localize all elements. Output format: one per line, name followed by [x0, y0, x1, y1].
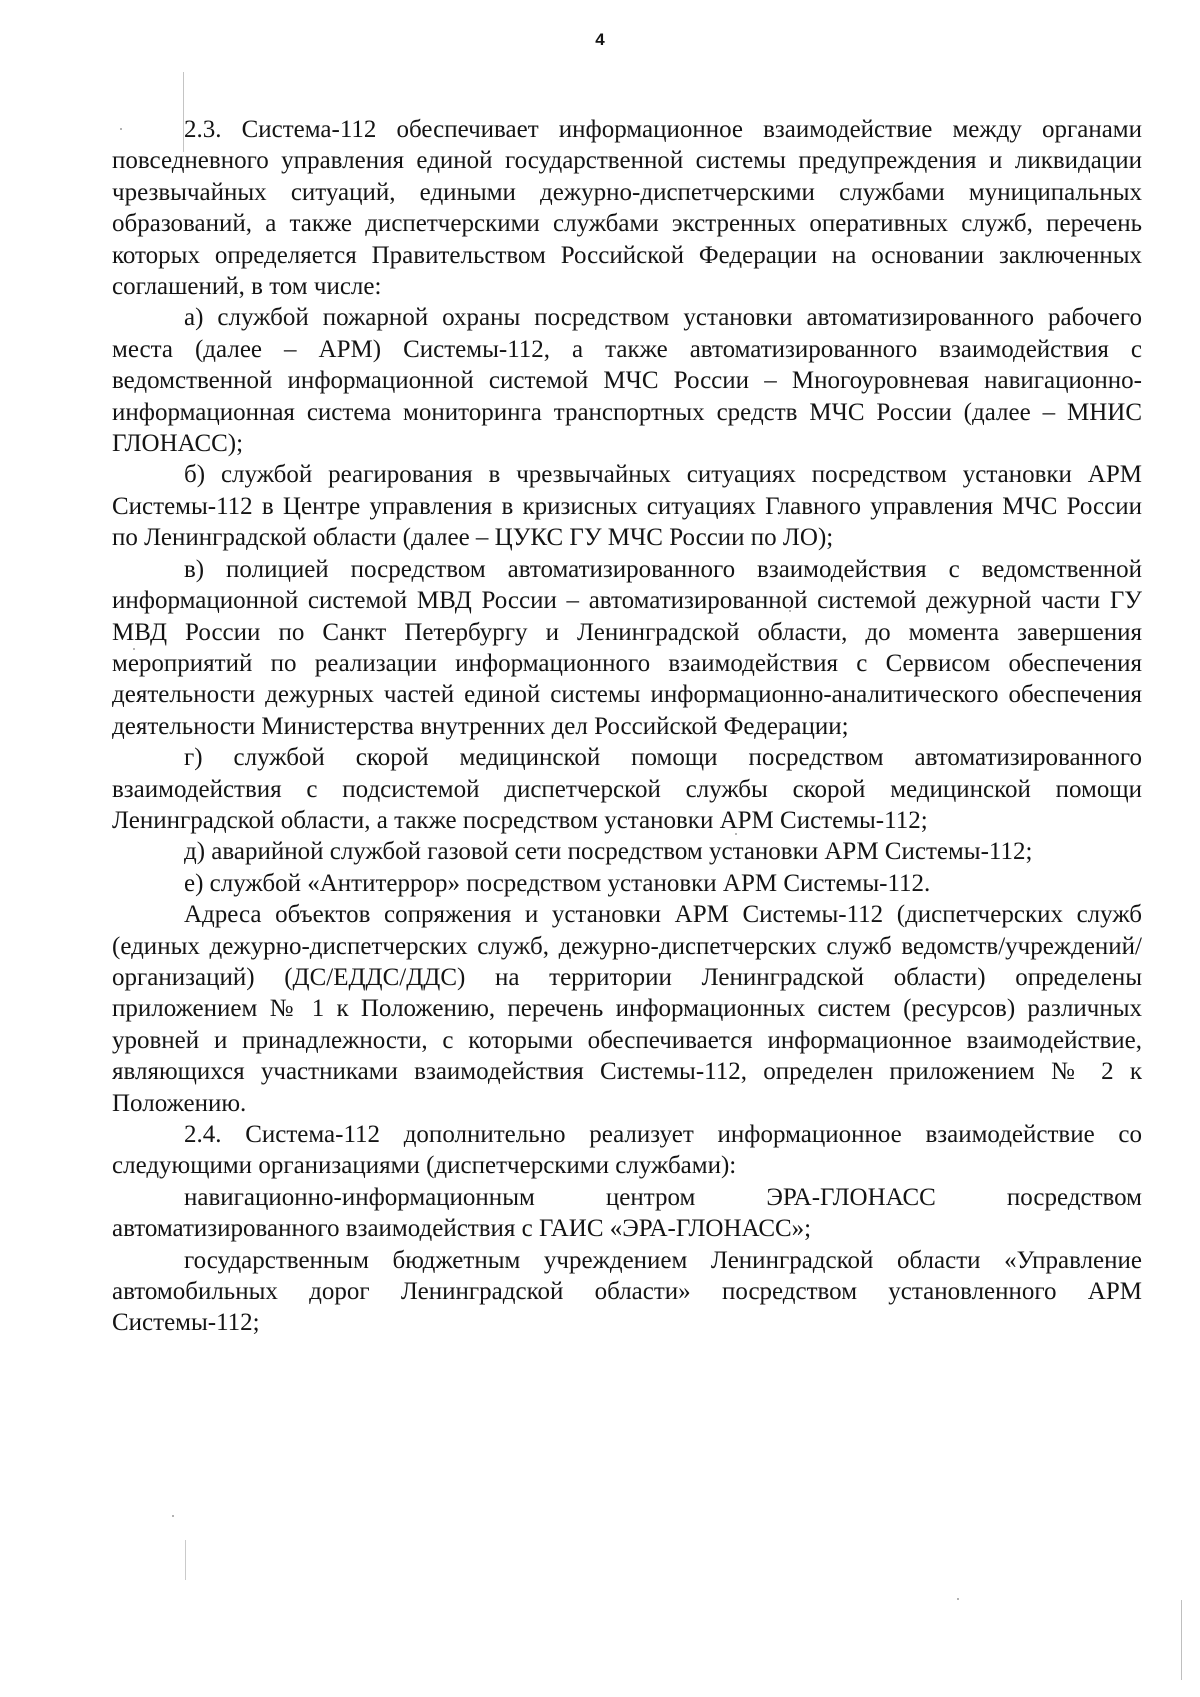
paragraph-item-v: в) полицией посредством автоматизированного взаимодействия с ведомственной информационной системой МВД России – автоматизированной системой дежурной части ГУ МВД России по Санкт Петербургу и Ленинградской области, до момента завершения мероприятий по реализации информационного взаимодействия с Сервисом обеспечения деятельности дежурных частей единой системы информационно-аналитического обеспечения деятельности Министерства внутренних дел Российской Федерации; — [112, 555, 1142, 740]
page-number: 4 — [595, 30, 605, 49]
paragraph-2-3: 2.3. Система-112 обеспечивает информационное взаимодействие между органами повседневного управления единой государственной системы предупреждения и ликвидации чрезвычайных ситуаций, едиными дежурно-диспетчерскими службами муниципальных образований, а также диспетчерскими службами экстренных оперативных служб, перечень которых определяется Правительством Российской Федерации на основании заключенных соглашений, в том числе: — [112, 116, 1142, 301]
scan-artifact-line — [1181, 1600, 1182, 1680]
paragraph-item-a: а) службой пожарной охраны посредством установки автоматизированного рабочего места (далее – АРМ) Системы-112, а также автоматизированного взаимодействия с ведомственной информационной системой МЧС России – Многоуровневая навигационно-информационная система мониторинга транспортных средств МЧС России (далее – МНИС ГЛОНАСС); — [112, 304, 1142, 458]
paragraph-item-d: д) аварийной службой газовой сети посредством установки АРМ Системы-112; — [184, 838, 1033, 866]
paragraph-item-e: е) службой «Антитеррор» посредством установки АРМ Системы-112. — [184, 869, 931, 897]
paragraph-item-g: г) службой скорой медицинской помощи посредством автоматизированного взаимодействия с подсистемой диспетчерской службы скорой медицинской помощи Ленинградской области, а также посредством установки АРМ Системы-112; — [112, 744, 1142, 834]
scan-artifact-dot — [957, 1598, 959, 1600]
paragraph-addresses: Адреса объектов сопряжения и установки АРМ Системы-112 (диспетчерских служб (единых дежурно-диспетчерских служб, дежурно-диспетчерских служб ведомств/учреждений/организаций) (ДС/ЕДДС/ДДС) на территории Ленинградской области) определены приложением № 1 к Положению, перечень информационных систем (ресурсов) различных уровней и принадлежности, с которыми обеспечивается информационное взаимодействие, являющихся участниками взаимодействия Системы-112, определен приложением № 2 к Положению. — [112, 901, 1142, 1117]
document-body — [112, 114, 1142, 1339]
paragraph-2-4: 2.4. Система-112 дополнительно реализует информационное взаимодействие со следующими организациями (диспетчерскими службами): — [112, 1121, 1142, 1180]
scan-artifact-dot — [172, 1515, 174, 1517]
paragraph-era-glonass: навигационно-информационным центром ЭРА-ГЛОНАСС посредством автоматизированного взаимодействия с ГАИС «ЭРА-ГЛОНАСС»; — [112, 1183, 1142, 1243]
paragraph-road-management: государственным бюджетным учреждением Ленинградской области «Управление автомобильных дорог Ленинградской области» посредством установленного АРМ Системы-112; — [112, 1246, 1142, 1337]
scan-artifact-line — [185, 1540, 186, 1580]
paragraph-item-b: б) службой реагирования в чрезвычайных ситуациях посредством установки АРМ Системы-112 в Центре управления в кризисных ситуациях Главного управления МЧС России по Ленинградской области (далее – ЦУКС ГУ МЧС России по ЛО); — [112, 461, 1142, 552]
